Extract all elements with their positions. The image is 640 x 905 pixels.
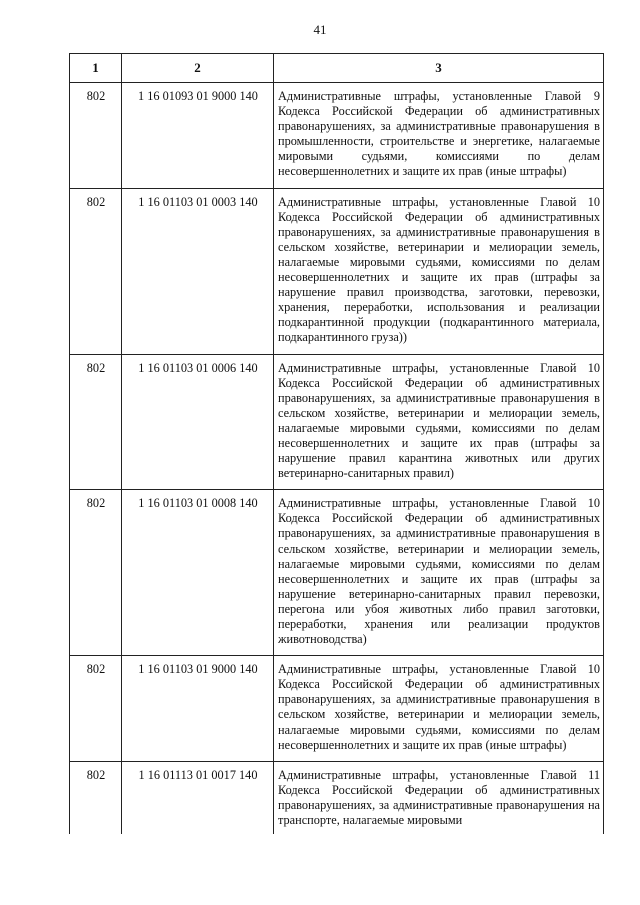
description-cell: Административные штрафы, установленные Главой 10 Кодекса Российской Федерации об административных правонарушениях, за административные правонарушения в сельском хозяйстве, ветеринарии и мелиорации земель, налагаемые мировыми судьями, комиссиями по делам несовершеннолетних и защите их прав (штрафы за нарушение ветеринарно-санитарных правил перевозки, перегона или убоя животных либо правил заготовки, переработки, хранения или реализации продуктов животноводства) bbox=[274, 490, 604, 656]
revenue-code-cell: 1 16 01103 01 0008 140 bbox=[122, 490, 274, 656]
table-row bbox=[70, 761, 604, 834]
description-cell: Административные штрафы, установленные Главой 11 Кодекса Российской Федерации об административных правонарушениях, за административные правонарушения на транспорте, налагаемые мировыми bbox=[274, 761, 604, 834]
description-cell: Административные штрафы, установленные Главой 10 Кодекса Российской Федерации об административных правонарушениях, за административные правонарушения в сельском хозяйстве, ветеринарии и мелиорации земель, налагаемые мировыми судьями, комиссиями по делам несовершеннолетних и защите их прав (иные штрафы) bbox=[274, 656, 604, 762]
page-number: 41 bbox=[313, 22, 327, 37]
revenue-code-cell: 1 16 01093 01 9000 140 bbox=[122, 83, 274, 189]
table-row bbox=[70, 656, 604, 762]
table-header-row bbox=[70, 54, 604, 83]
description-cell: Административные штрафы, установленные Главой 10 Кодекса Российской Федерации об административных правонарушениях, за административные правонарушения в сельском хозяйстве, ветеринарии и мелиорации земель, налагаемые мировыми судьями, комиссиями по делам несовершеннолетних и защите их прав (штрафы за нарушение правил карантина животных или других ветеринарно-санитарных правил) bbox=[274, 354, 604, 490]
admin-code-cell: 802 bbox=[70, 83, 122, 189]
column-header-2: 2 bbox=[122, 54, 274, 83]
admin-code-cell: 802 bbox=[70, 490, 122, 656]
admin-code-cell: 802 bbox=[70, 761, 122, 834]
revenue-code-cell: 1 16 01103 01 9000 140 bbox=[122, 656, 274, 762]
description-cell: Административные штрафы, установленные Главой 9 Кодекса Российской Федерации об административных правонарушениях, за административные правонарушения в промышленности, строительстве и энергетике, налагаемые мировыми судьями, комиссиями по делам несовершеннолетних и защите их прав (иные штрафы) bbox=[274, 83, 604, 189]
admin-code-cell: 802 bbox=[70, 656, 122, 762]
revenue-code-cell: 1 16 01103 01 0003 140 bbox=[122, 188, 274, 354]
table-row bbox=[70, 83, 604, 189]
table-row bbox=[70, 490, 604, 656]
budget-codes-table bbox=[69, 53, 604, 834]
admin-code-cell: 802 bbox=[70, 188, 122, 354]
column-header-3: 3 bbox=[274, 54, 604, 83]
column-header-1: 1 bbox=[70, 54, 122, 83]
table-row bbox=[70, 188, 604, 354]
table-row bbox=[70, 354, 604, 490]
description-cell: Административные штрафы, установленные Главой 10 Кодекса Российской Федерации об административных правонарушениях, за административные правонарушения в сельском хозяйстве, ветеринарии и мелиорации земель, налагаемые мировыми судьями, комиссиями по делам несовершеннолетних и защите их прав (штрафы за нарушение правил производства, заготовки, перевозки, хранения, переработки, использования и реализации подкарантинной продукции (подкарантинного материала, подкарантинного груза)) bbox=[274, 188, 604, 354]
admin-code-cell: 802 bbox=[70, 354, 122, 490]
revenue-code-cell: 1 16 01113 01 0017 140 bbox=[122, 761, 274, 834]
revenue-code-cell: 1 16 01103 01 0006 140 bbox=[122, 354, 274, 490]
